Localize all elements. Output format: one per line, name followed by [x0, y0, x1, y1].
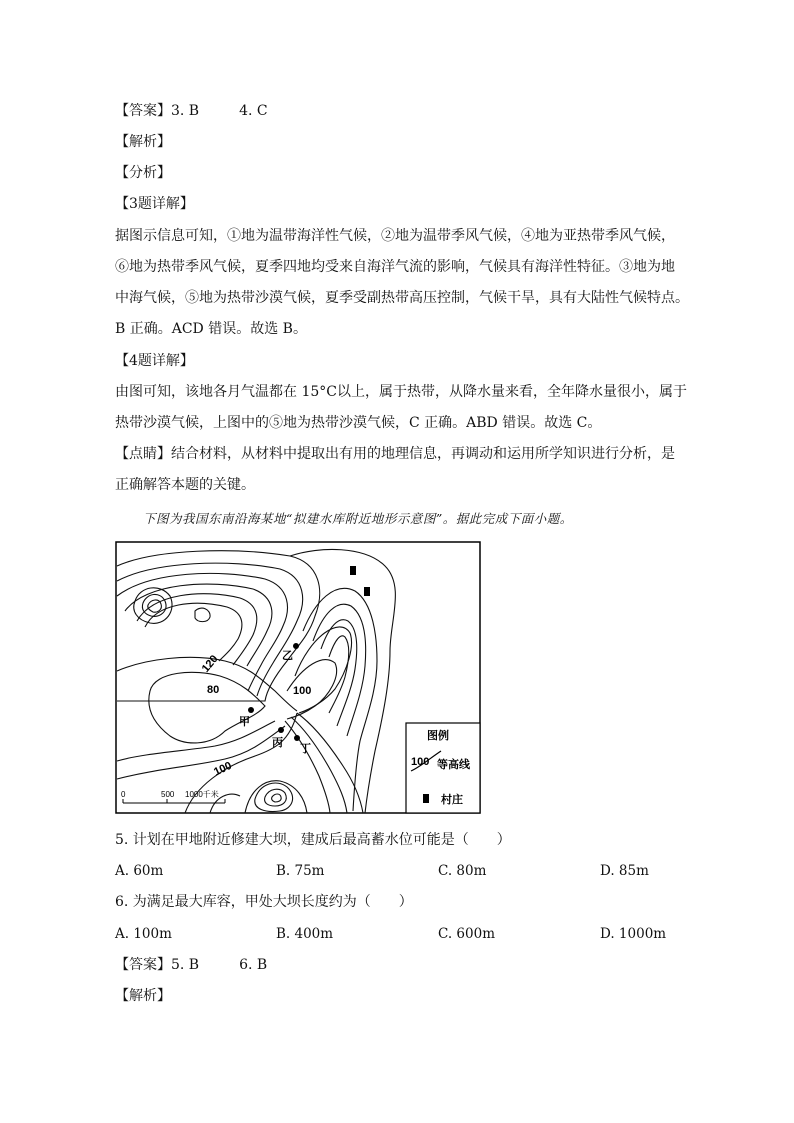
- tip-line: [115, 444, 675, 464]
- answer-5: 5. B: [171, 957, 200, 973]
- point-ding-label: 丁: [300, 743, 311, 755]
- scale-label-1000: 1000千米: [185, 790, 219, 799]
- q5-option-c: C. 80m: [438, 863, 487, 879]
- tip-text: 结合材料，从材料中提取出有用的地理信息，再调动和运用所学知识进行分析，是: [171, 446, 675, 462]
- point-bing-label: 丙: [272, 737, 283, 749]
- scale-label-0: 0: [121, 790, 126, 799]
- q6-option-d: D. 1000m: [600, 926, 667, 942]
- question-5-stem: 5. 计划在甲地附近修建大坝，建成后最高蓄水位可能是（ ）: [115, 832, 511, 848]
- point-jia-marker: [248, 707, 254, 713]
- analysis-tag: 【解析】: [115, 134, 171, 150]
- q6-option-a: A. 100m: [115, 926, 172, 942]
- contour-map: [115, 541, 481, 814]
- legend-contour-label: 等高线: [437, 759, 470, 771]
- answer-4: 4. C: [239, 103, 268, 119]
- point-yi-marker: [293, 643, 299, 649]
- q3-detail-tag: 【3题详解】: [115, 196, 194, 212]
- answer-line: [115, 101, 268, 121]
- point-bing-marker: [278, 727, 284, 733]
- tip-tag: 【点睛】: [115, 446, 171, 462]
- analysis-tag-2: 【解析】: [115, 988, 171, 1004]
- q3-text-line-4: B 正确。ACD 错误。故选 B。: [115, 321, 307, 337]
- contour-label-120: 120: [199, 653, 221, 675]
- legend-village-label: 村庄: [441, 794, 463, 806]
- q4-detail-tag: 【4题详解】: [115, 353, 194, 369]
- q6-option-b: B. 400m: [276, 926, 334, 942]
- point-yi-label: 乙: [282, 650, 293, 662]
- legend-title: 图例: [427, 730, 449, 742]
- q3-text-line-1: 据图示信息可知，①地为温带海洋性气候，②地为温带季风气候，④地为亚热带季风气候，: [115, 228, 675, 244]
- contour-label-100-south: 100: [212, 759, 234, 779]
- point-ding-marker: [294, 735, 300, 741]
- q6-option-c: C. 600m: [438, 926, 495, 942]
- question-intro: 下图为我国东南沿海某地“拟建水库附近地形示意图”。据此完成下面小题。: [143, 511, 573, 526]
- legend-village-marker: [423, 794, 429, 803]
- answer-line-2: [115, 955, 267, 975]
- answer-tag: 【答案】: [115, 103, 171, 119]
- breakdown-tag: 【分析】: [115, 165, 171, 181]
- q3-text-line-3: 中海气候，⑤地为热带沙漠气候，夏季受副热带高压控制，气候干旱，具有大陆性气候特点。: [115, 290, 689, 306]
- q5-option-a: A. 60m: [115, 863, 164, 879]
- point-jia-label: 甲: [239, 716, 250, 728]
- legend-contour-value: 100: [411, 756, 430, 768]
- village-marker: [364, 587, 370, 596]
- q5-option-b: B. 75m: [276, 863, 325, 879]
- q3-text-line-2: ⑥地为热带季风气候，夏季四地均受来自海洋气流的影响，气候具有海洋性特征。③地为地: [115, 259, 675, 275]
- q5-option-d: D. 85m: [600, 863, 649, 879]
- answer-tag-2: 【答案】: [115, 957, 171, 973]
- answer-3: 3. B: [171, 103, 200, 119]
- question-6-stem: 6. 为满足最大库容，甲处大坝长度约为（ ）: [115, 894, 413, 910]
- q4-text-line-1: 由图可知，该地各月气温都在 15°C以上，属于热带，从降水量来看，全年降水量很小，属于: [115, 384, 687, 400]
- contour-label-100-east: 100: [293, 685, 312, 697]
- village-marker: [350, 566, 356, 575]
- scale-label-500: 500: [161, 790, 175, 799]
- contour-label-80: 80: [207, 684, 220, 696]
- tip-text-line-2: 正确解答本题的关键。: [115, 477, 255, 493]
- q4-text-line-2: 热带沙漠气候，上图中的⑤地为热带沙漠气候，C 正确。ABD 错误。故选 C。: [115, 415, 602, 431]
- map-legend: [406, 723, 480, 813]
- answer-6: 6. B: [239, 957, 268, 973]
